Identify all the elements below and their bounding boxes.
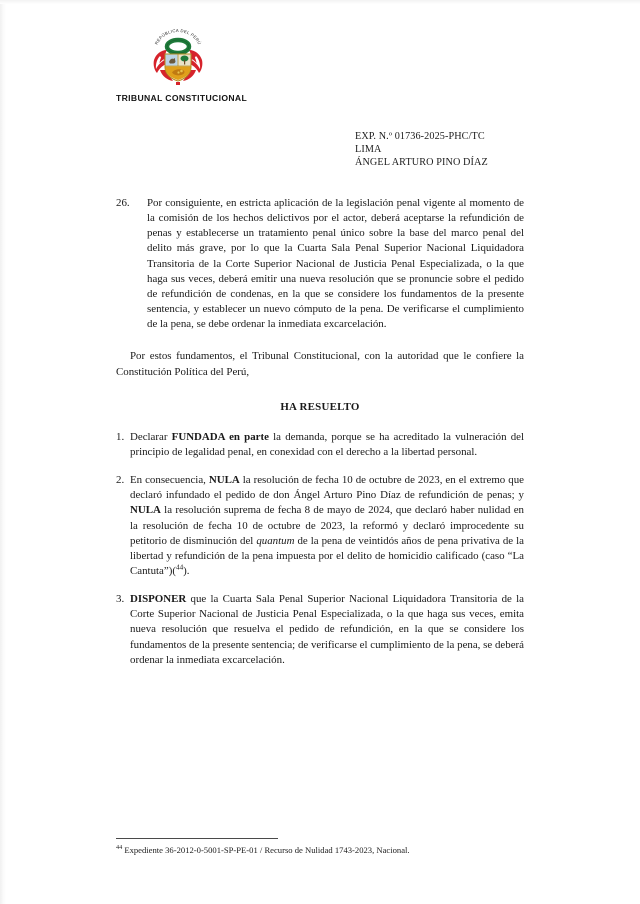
res2-bold1: NULA — [208, 474, 240, 487]
paragraph-26 — [116, 196, 524, 332]
resolution-item-2-text — [130, 473, 524, 579]
case-expediente: EXP. N.º 01736-2025-PHC/TC — [355, 131, 485, 142]
footnote-44 — [116, 845, 526, 856]
case-header — [355, 130, 488, 170]
footnote-area — [116, 838, 526, 856]
svg-text:REPÚBLICA DEL PERÚ: REPÚBLICA DEL PERÚ — [153, 27, 203, 46]
res2-bold2: NULA — [130, 504, 161, 517]
resolution-item-1-number: 1. — [116, 430, 125, 443]
document-body — [116, 196, 524, 668]
institution-name: TRIBUNAL CONSTITUCIONAL — [116, 93, 248, 103]
res1-seg2: la demanda, porque se ha acreditado la vulneración del principio de legalidad penal, en conexidad con el derecho a la libertad personal. — [130, 430, 525, 458]
resolution-item-1 — [116, 430, 524, 460]
footnote-44-marker: 44 — [116, 844, 123, 852]
resolution-item-3 — [116, 592, 524, 668]
paragraph-26-number: 26. — [116, 197, 130, 209]
masthead — [116, 24, 526, 103]
paragraph-26-text: Por consiguiente, en estricta aplicación de la legislación penal vigente al momento de la comisión de los hechos delictivos por el actor, deberá aceptarse la refundición de penas y establecerse un tratamiento penal único sobre la base del marco penal del delito más grave, por lo que la Cuarta Sala Penal Superior Nacional Liquidadora Transitoria de la Corte Superior Nacional de Justicia Penal Especializada, o la que haga sus veces, deberá emitir una nueva resolución que se pronuncie sobre el pedido de refundición de condenas, en la que se considere los fundamentos de la presente sentencia, y establecer un nuevo cómputo de la pena. De verificarse el cumplimiento de la pena, se debe ordenar la inmediata excarcelación. — [147, 197, 524, 331]
footnote-reference-44: 44 — [175, 563, 184, 572]
peru-coat-of-arms-icon — [150, 24, 206, 90]
resolution-heading: HA RESUELTO — [280, 400, 360, 413]
closing-paragraph: Por estos fundamentos, el Tribunal Constitucional, con la autoridad que le confiere la Constitución Política del Perú, — [116, 350, 524, 378]
res2-italic1: quantum — [256, 534, 295, 547]
res2-seg1: En consecuencia, — [130, 474, 209, 487]
footnote-44-text: Expediente 36-2012-0-5001-SP-PE-01 / Recurso de Nulidad 1743-2023, Nacional. — [122, 845, 410, 855]
resolution-item-2 — [116, 473, 524, 579]
resolution-list — [116, 430, 524, 668]
resolution-item-3-text — [130, 592, 524, 668]
res1-bold1: FUNDADA en parte — [171, 430, 269, 443]
scan-edge-left — [0, 0, 6, 904]
case-jurisdiction: LIMA — [355, 144, 382, 156]
resolution-item-1-text — [130, 430, 524, 460]
res2-seg2: la resolución de fecha 10 de octubre de 2023, en el extremo que declaró infundado el pedido de don Ángel Arturo Pino Díaz de refundición de penas; y — [130, 474, 524, 502]
res1-seg1: Declarar — [130, 430, 172, 443]
case-party: ÁNGEL ARTURO PINO DÍAZ — [355, 157, 488, 169]
res3-seg2: que la Cuarta Sala Penal Superior Nacional Liquidadora Transitoria de la Corte Superior Nacional de Justicia Penal Especializada, o la que haga sus veces, emita nueva resolución que resuelva el pedido de refundición, en la que se considere los fundamentos de la presente sentencia; de verificarse el cumplimiento de la pena, se deberá ordenar la inmediata excarcelación. — [130, 593, 524, 666]
res3-bold1: DISPONER — [130, 593, 187, 606]
res2-seg5: ). — [183, 564, 190, 577]
resolution-item-3-number: 3. — [116, 593, 125, 606]
res2-seg4: de la pena de veintidós años de pena privativa de la libertad y refundición de la pena impuesta por el delito de homicidio calificado (caso “La Cantuta”)( — [130, 534, 524, 577]
resolution-item-2-number: 2. — [116, 474, 125, 487]
scan-edge-top — [0, 0, 640, 4]
res2-seg3: la resolución suprema de fecha 8 de mayo de 2024, que declaró haber nulidad en la resolución de fecha 10 de octubre de 2023, la reformó y declaró improcedente su petitorio de disminución del — [130, 504, 524, 547]
crest-container — [116, 24, 526, 90]
footnote-separator-rule — [116, 838, 278, 839]
